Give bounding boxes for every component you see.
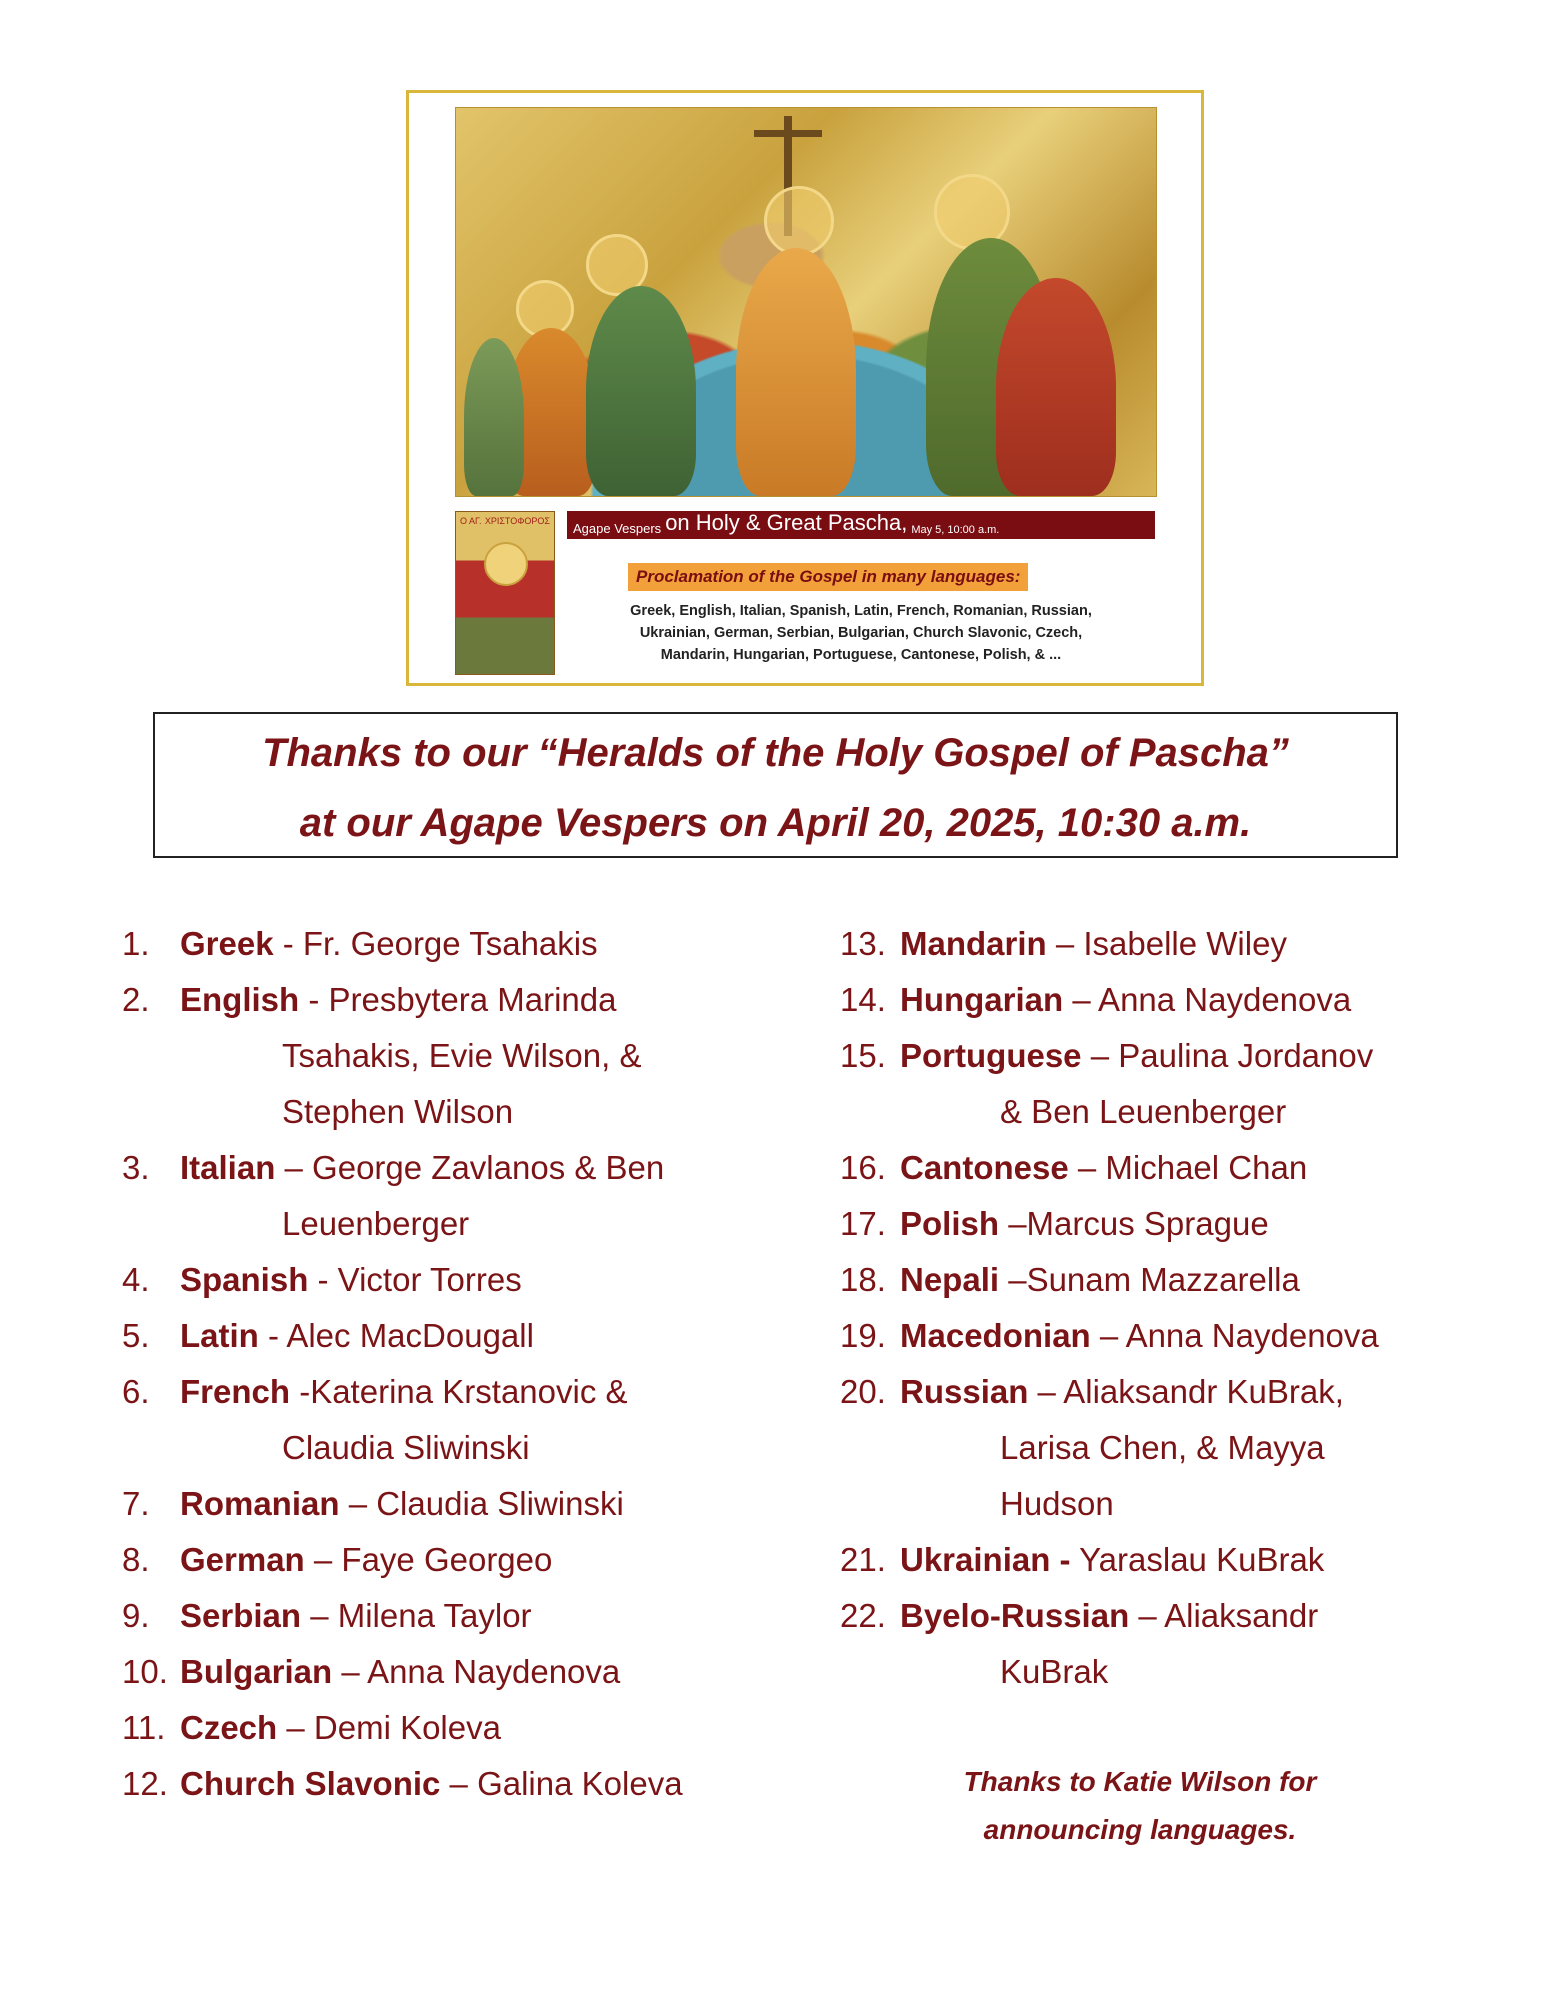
language-name: English bbox=[180, 981, 300, 1018]
banner-event: Agape Vespers bbox=[573, 521, 662, 536]
herald-names: – Michael Chan bbox=[1068, 1149, 1308, 1186]
item-text bbox=[180, 1252, 762, 1308]
list-item bbox=[840, 1588, 1520, 1644]
item-text bbox=[180, 1756, 762, 1812]
item-number: 13. bbox=[840, 925, 886, 962]
herald-names: -Katerina Krstanovic & bbox=[290, 1373, 628, 1410]
language-name: German bbox=[180, 1541, 305, 1578]
list-item bbox=[122, 1532, 762, 1588]
item-number: 8. bbox=[122, 1541, 150, 1578]
item-text bbox=[900, 972, 1520, 1028]
item-text bbox=[900, 1532, 1520, 1588]
item-text bbox=[900, 1252, 1520, 1308]
item-text bbox=[180, 1476, 762, 1532]
herald-names: –Sunam Mazzarella bbox=[999, 1261, 1300, 1298]
flyer-image bbox=[406, 90, 1204, 686]
herald-names: - Victor Torres bbox=[308, 1261, 522, 1298]
list-item bbox=[122, 1644, 762, 1700]
herald-names: – Paulina Jordanov bbox=[1081, 1037, 1374, 1074]
item-number: 1. bbox=[122, 925, 150, 962]
item-number: 15. bbox=[840, 1037, 886, 1074]
item-text bbox=[180, 1364, 762, 1420]
saint-label-left: Ο ΑΓ. bbox=[460, 516, 482, 526]
herald-names: – Isabelle Wiley bbox=[1046, 925, 1287, 962]
list-item bbox=[122, 1476, 762, 1532]
item-text bbox=[900, 1196, 1520, 1252]
item-text bbox=[180, 1588, 762, 1644]
item-text bbox=[180, 916, 762, 972]
heralds-list-right bbox=[840, 916, 1520, 1700]
item-number: 14. bbox=[840, 981, 886, 1018]
item-number: 7. bbox=[122, 1485, 150, 1522]
list-item bbox=[840, 1252, 1520, 1308]
language-name: Latin bbox=[180, 1317, 259, 1354]
item-text bbox=[900, 1028, 1520, 1084]
youth-figure bbox=[464, 338, 524, 496]
list-item bbox=[840, 1028, 1520, 1084]
item-text bbox=[180, 1700, 762, 1756]
item-number: 17. bbox=[840, 1205, 886, 1242]
herald-names: – Aliaksandr bbox=[1129, 1597, 1319, 1634]
language-name: Serbian bbox=[180, 1597, 302, 1634]
herald-names: – Anna Naydenova bbox=[332, 1653, 621, 1690]
item-number: 4. bbox=[122, 1261, 150, 1298]
language-name: Polish bbox=[900, 1205, 1000, 1242]
item-number: 9. bbox=[122, 1597, 150, 1634]
thanks-note bbox=[840, 1758, 1440, 1854]
herald-names: - Fr. George Tsahakis bbox=[273, 925, 598, 962]
banner-date: May 5, 10:00 a.m. bbox=[911, 524, 1000, 536]
language-name: Ukrainian - bbox=[900, 1541, 1071, 1578]
item-text bbox=[180, 1308, 762, 1364]
herald-names-continued: Leuenberger bbox=[282, 1205, 470, 1242]
herald-names: – Demi Koleva bbox=[277, 1709, 501, 1746]
language-name: Hungarian bbox=[900, 981, 1064, 1018]
item-text bbox=[180, 1532, 762, 1588]
herald-names: Yaraslau KuBrak bbox=[1070, 1541, 1325, 1578]
herald-names: – George Zavlanos & Ben bbox=[275, 1149, 665, 1186]
language-name: Portuguese bbox=[900, 1037, 1082, 1074]
item-number: 22. bbox=[840, 1597, 886, 1634]
list-item bbox=[840, 1364, 1520, 1420]
thanks-line2: announcing languages. bbox=[983, 1814, 1297, 1845]
item-number: 21. bbox=[840, 1541, 886, 1578]
banner-title: on Holy & Great Pascha, bbox=[665, 511, 908, 535]
herald-names: – Galina Koleva bbox=[440, 1765, 683, 1802]
list-item bbox=[840, 1196, 1520, 1252]
herald-names-continued: Tsahakis, Evie Wilson, & bbox=[282, 1037, 642, 1074]
item-text bbox=[180, 972, 762, 1028]
language-name: French bbox=[180, 1373, 291, 1410]
item-number: 18. bbox=[840, 1261, 886, 1298]
page-title-line2: at our Agape Vespers on April 20, 2025, 10:30 a.m. bbox=[299, 801, 1252, 845]
item-number: 20. bbox=[840, 1373, 886, 1410]
herald-names-continued: Larisa Chen, & Mayya bbox=[1000, 1429, 1325, 1466]
language-name: Mandarin bbox=[900, 925, 1047, 962]
king-figure-2 bbox=[586, 286, 696, 496]
list-item bbox=[122, 1364, 762, 1420]
herald-names-continued: Hudson bbox=[1000, 1485, 1114, 1522]
herald-names: – Aliaksandr KuBrak, bbox=[1028, 1373, 1344, 1410]
herald-names-continued: Claudia Sliwinski bbox=[282, 1429, 530, 1466]
list-item bbox=[122, 1140, 762, 1196]
language-name: Bulgarian bbox=[180, 1653, 333, 1690]
page-title-line1: Thanks to our “Heralds of the Holy Gospel of Pascha” bbox=[262, 731, 1289, 775]
language-name: Macedonian bbox=[900, 1317, 1091, 1354]
list-item bbox=[122, 1700, 762, 1756]
language-name: Greek bbox=[180, 925, 274, 962]
list-item bbox=[122, 1308, 762, 1364]
herald-names: – Milena Taylor bbox=[301, 1597, 532, 1634]
herald-names: – Anna Naydenova bbox=[1090, 1317, 1379, 1354]
herald-names: – Faye Georgeo bbox=[304, 1541, 553, 1578]
herald-names-continued: KuBrak bbox=[1000, 1653, 1109, 1690]
heralds-list-left bbox=[122, 916, 762, 1812]
language-name: Cantonese bbox=[900, 1149, 1069, 1186]
saint-christopher-icon bbox=[455, 511, 555, 675]
herald-names: - Presbytera Marinda bbox=[299, 981, 617, 1018]
language-name: Spanish bbox=[180, 1261, 309, 1298]
herald-names: –Marcus Sprague bbox=[999, 1205, 1269, 1242]
herald-names: – Claudia Sliwinski bbox=[339, 1485, 624, 1522]
page-title-box bbox=[153, 712, 1398, 858]
item-text bbox=[900, 1588, 1520, 1644]
list-item bbox=[840, 1308, 1520, 1364]
proclamation-label: Proclamation of the Gospel in many languages: bbox=[628, 563, 1028, 591]
item-number: 6. bbox=[122, 1373, 150, 1410]
saint-label-right: ΧΡΙΣΤΟΦΟΡΟΣ bbox=[484, 516, 550, 526]
item-number: 11. bbox=[122, 1709, 166, 1746]
item-text bbox=[900, 916, 1520, 972]
saint-label bbox=[460, 516, 550, 526]
saint-halo bbox=[484, 542, 528, 586]
item-number: 5. bbox=[122, 1317, 150, 1354]
herald-names-continued: Stephen Wilson bbox=[282, 1093, 514, 1130]
item-text bbox=[900, 1140, 1520, 1196]
list-item bbox=[840, 972, 1520, 1028]
item-text bbox=[900, 1364, 1520, 1420]
christ-figure bbox=[736, 248, 856, 496]
item-number: 19. bbox=[840, 1317, 886, 1354]
item-number: 3. bbox=[122, 1149, 150, 1186]
language-name: Nepali bbox=[900, 1261, 1000, 1298]
item-text bbox=[180, 1644, 762, 1700]
list-item bbox=[122, 1588, 762, 1644]
list-item bbox=[122, 972, 762, 1028]
item-number: 10. bbox=[122, 1653, 168, 1690]
list-item bbox=[840, 1140, 1520, 1196]
resurrection-icon-painting bbox=[455, 107, 1157, 497]
item-text bbox=[180, 1140, 762, 1196]
item-number: 16. bbox=[840, 1149, 886, 1186]
list-item bbox=[122, 1756, 762, 1812]
language-name: Czech bbox=[180, 1709, 278, 1746]
language-name: Church Slavonic bbox=[180, 1765, 441, 1802]
thanks-line1: Thanks to Katie Wilson for bbox=[963, 1766, 1317, 1797]
christ-halo bbox=[764, 186, 834, 256]
list-item bbox=[122, 916, 762, 972]
herald-names: – Anna Naydenova bbox=[1063, 981, 1352, 1018]
language-name: Byelo-Russian bbox=[900, 1597, 1130, 1634]
language-name: Russian bbox=[900, 1373, 1029, 1410]
flyer-banner bbox=[567, 511, 1155, 539]
herald-names: - Alec MacDougall bbox=[258, 1317, 534, 1354]
item-number: 2. bbox=[122, 981, 150, 1018]
languages-line: Ukrainian, German, Serbian, Bulgarian, Church Slavonic, Czech, bbox=[639, 625, 1083, 641]
cross-bar bbox=[754, 130, 822, 137]
item-number: 12. bbox=[122, 1765, 168, 1802]
eve-figure bbox=[996, 278, 1116, 496]
language-name: Italian bbox=[180, 1149, 276, 1186]
language-name: Romanian bbox=[180, 1485, 340, 1522]
languages-line: Greek, English, Italian, Spanish, Latin, French, Romanian, Russian, bbox=[630, 603, 1092, 619]
list-item bbox=[840, 916, 1520, 972]
item-text bbox=[900, 1308, 1520, 1364]
languages-summary bbox=[575, 600, 1147, 666]
list-item bbox=[840, 1532, 1520, 1588]
list-item bbox=[122, 1252, 762, 1308]
herald-names-continued: & Ben Leuenberger bbox=[1000, 1093, 1287, 1130]
languages-line: Mandarin, Hungarian, Portuguese, Cantonese, Polish, & ... bbox=[660, 647, 1062, 663]
